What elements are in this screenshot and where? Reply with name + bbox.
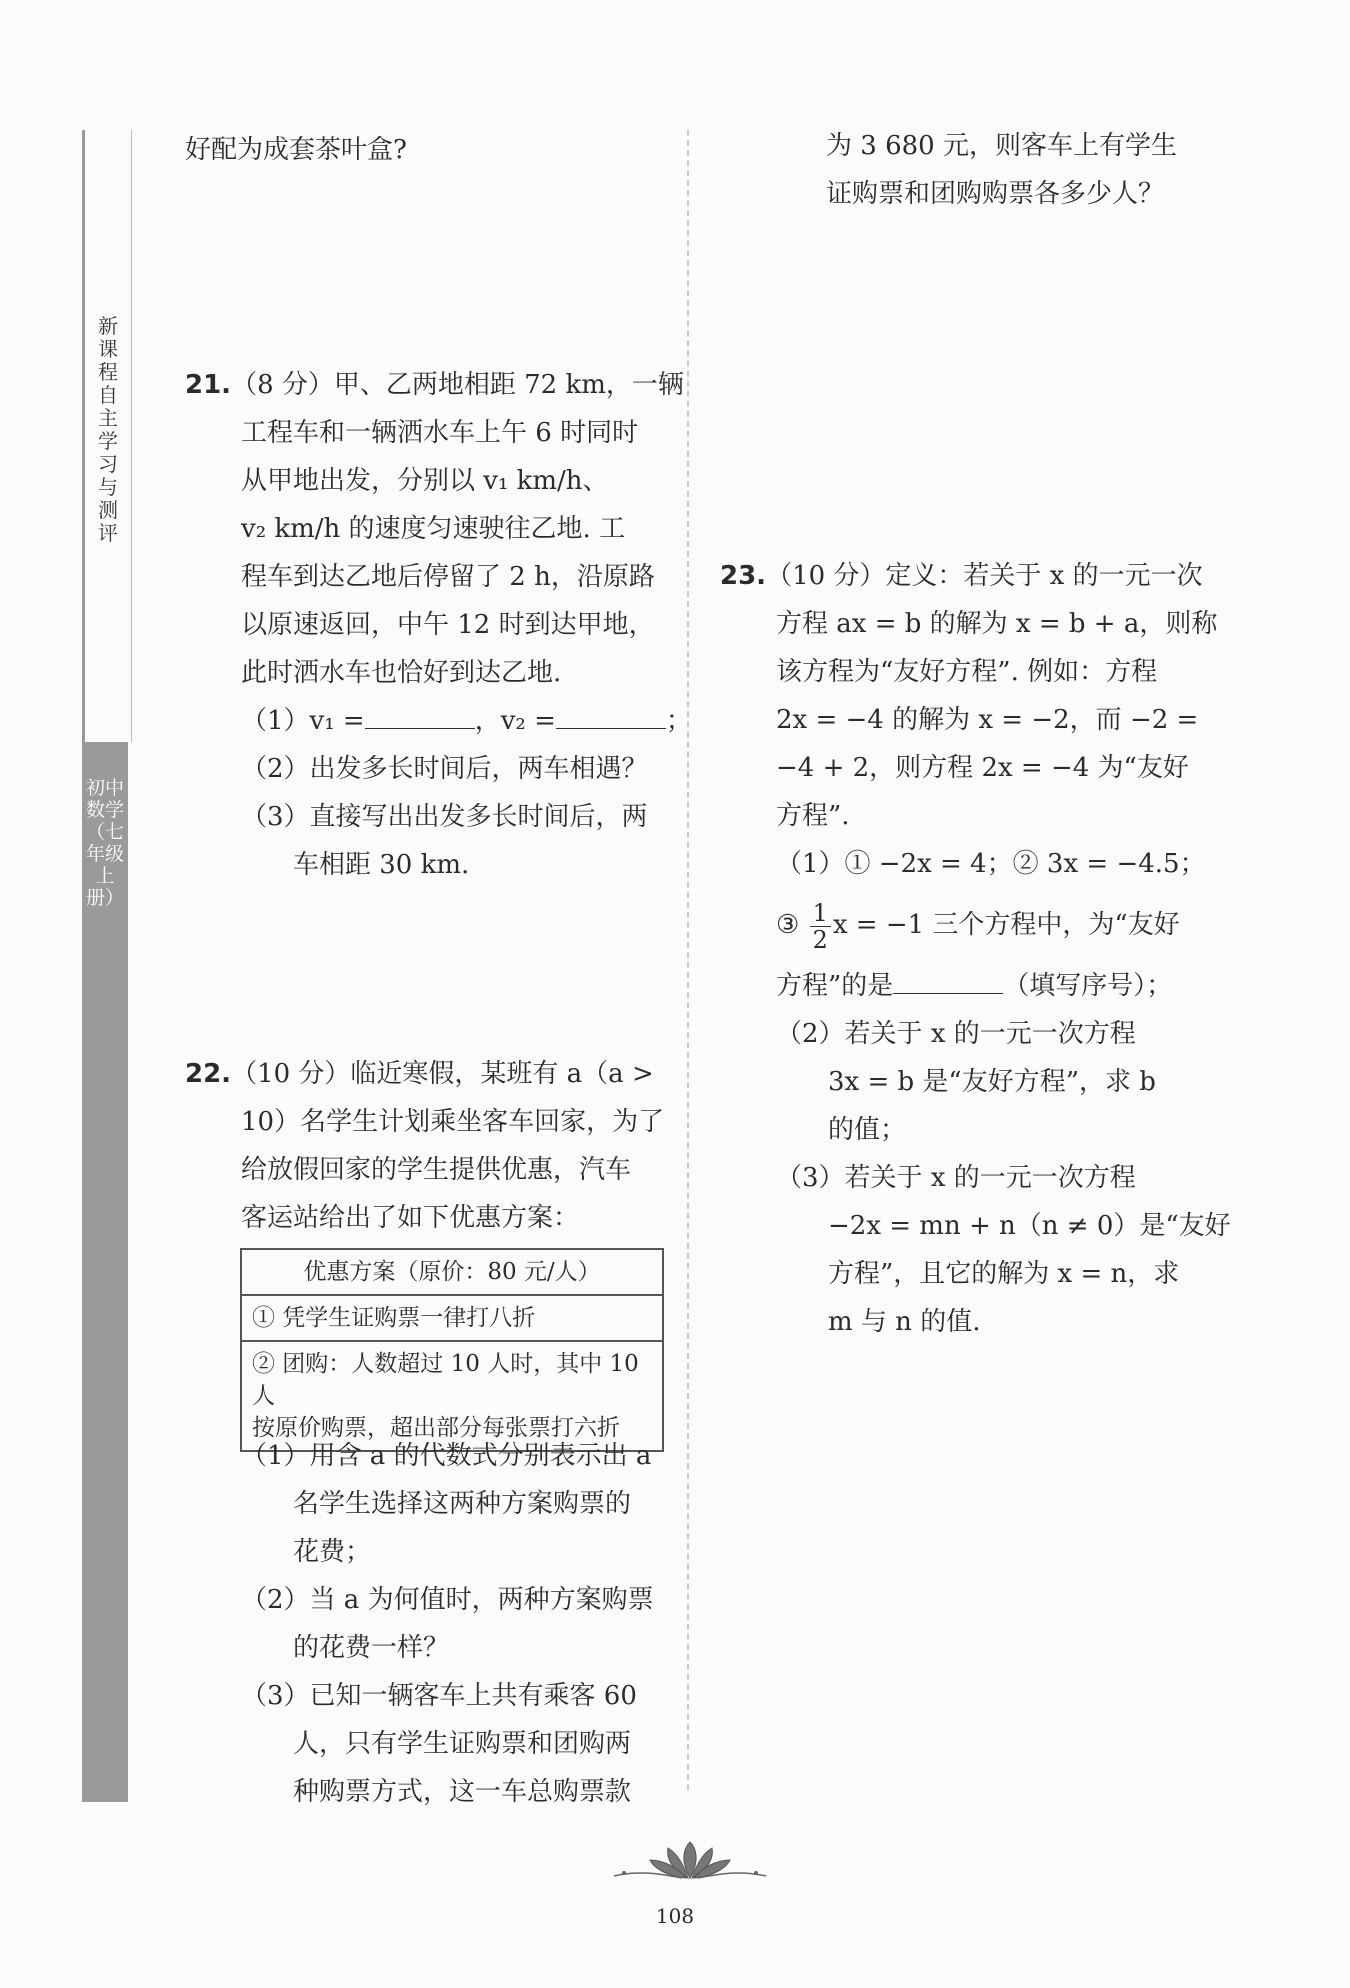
sub-question-3: （3）直接写出出发多长时间后，两	[241, 802, 648, 832]
question-text: 方程”.	[776, 801, 850, 831]
question-text: 方程 ax = b 的解为 x = b + a，则称	[776, 609, 1218, 639]
sub-question-2: （2）出发多长时间后，两车相遇？	[241, 754, 648, 784]
question-number: 22.	[185, 1059, 232, 1089]
question-number: 21.	[185, 370, 232, 400]
right-continuation	[826, 122, 1206, 218]
question-text: −4 + 2，则方程 2x = −4 为“友好	[776, 753, 1189, 783]
discount-table	[240, 1248, 664, 1452]
sub-question-2-cont: 3x = b 是“友好方程”，求 b	[828, 1067, 1156, 1097]
sub-question-3: （3）已知一辆客车上共有乘客 60	[241, 1681, 637, 1711]
answer-blank[interactable]	[893, 965, 1003, 994]
sub-question-2: （2）当 a 为何值时，两种方案购票	[241, 1585, 654, 1615]
question-22-subs	[185, 1432, 665, 1816]
sub-question-1: （1）v₁ = ，v₂ = ；	[185, 697, 665, 745]
question-text: （8 分）甲、乙两地相距 72 km，一辆	[231, 370, 684, 400]
question-text: （10 分）临近寒假，某班有 a（a >	[231, 1059, 654, 1089]
sub-question-3-cont: 车相距 30 km.	[293, 850, 470, 880]
question-text: v₂ km/h 的速度匀速驶往乙地. 工	[241, 514, 626, 544]
floral-ornament-icon	[610, 1840, 770, 1880]
sub-question-3-cont: 方程”，且它的解为 x = n，求	[828, 1259, 1180, 1289]
continued-text: 好配为成套茶叶盒?	[185, 135, 407, 165]
sub-question-1-cont: 名学生选择这两种方案购票的	[293, 1489, 632, 1519]
sub-question-1: （1）用含 a 的代数式分别表示出 a	[241, 1441, 652, 1471]
question-text: 该方程为“友好方程”. 例如：方程	[776, 657, 1158, 687]
series-title: 新课程自主学习与测评	[98, 314, 118, 545]
question-text: 客运站给出了如下优惠方案：	[241, 1203, 580, 1233]
question-22	[185, 1050, 665, 1242]
question-text: 以原速返回，中午 12 时到达甲地，	[241, 610, 655, 640]
sub-question-2-cont: 的花费一样？	[293, 1633, 450, 1663]
continued-text: 为 3 680 元，则客车上有学生	[826, 131, 1177, 161]
sub-question-2: （2）若关于 x 的一元一次方程	[776, 1019, 1136, 1049]
sub-question-3-cont: 种购票方式，这一车总购票款	[293, 1777, 632, 1807]
question-21	[185, 361, 692, 889]
page-number: 108	[655, 1904, 695, 1928]
sub-question-1-cont: 花费；	[293, 1537, 372, 1567]
table-row: ② 团购：人数超过 10 人时，其中 10 人 按原价购票，超出部分每张票打六折	[241, 1341, 663, 1451]
sub-question-2-cont: 的值；	[828, 1115, 907, 1145]
question-text: 程车到达乙地后停留了 2 h，沿原路	[241, 562, 655, 592]
sub-question-3-cont: 人，只有学生证购票和团购两	[293, 1729, 632, 1759]
left-continuation	[185, 126, 665, 174]
question-text: 此时洒水车也恰好到达乙地.	[241, 658, 562, 688]
question-text: （10 分）定义：若关于 x 的一元一次	[766, 561, 1203, 591]
question-number: 23.	[720, 561, 767, 591]
answer-blank[interactable]	[556, 700, 666, 729]
sub-question-3: （3）若关于 x 的一元一次方程	[776, 1163, 1136, 1193]
question-23	[720, 552, 1231, 1346]
question-text: 2x = −4 的解为 x = −2，而 −2 =	[776, 705, 1199, 735]
question-text: 10）名学生计划乘坐客车回家，为了	[241, 1107, 665, 1137]
fraction: $\frac{1}{2}$	[810, 900, 831, 953]
table-row: ① 凭学生证购票一律打八折	[241, 1295, 663, 1341]
sub-question-1-cont: ③ $\frac{1}{2}$ x = −1 三个方程中，为“友好	[776, 898, 1180, 954]
sidebar-series	[82, 130, 132, 742]
table-header: 优惠方案（原价：80 元/人）	[241, 1249, 663, 1295]
question-text: 工程车和一辆洒水车上午 6 时同时	[241, 418, 639, 448]
answer-blank[interactable]	[365, 700, 475, 729]
continued-text: 证购票和团购购票各多少人？	[826, 179, 1165, 209]
sub-question-1-cont: 方程”的是 （填写序号）；	[720, 962, 1200, 1010]
sub-question-1: （1）① −2x = 4；② 3x = −4.5；	[776, 849, 1206, 879]
question-text: 给放假回家的学生提供优惠，汽车	[241, 1155, 632, 1185]
sidebar-book	[82, 742, 128, 1802]
question-text: 从甲地出发，分别以 v₁ km/h、	[241, 466, 609, 496]
sub-question-3-cont: m 与 n 的值.	[828, 1307, 981, 1337]
book-title: 初中数学（七年级上册）	[86, 777, 125, 909]
sub-question-3-cont: −2x = mn + n（n ≠ 0）是“友好	[828, 1211, 1231, 1241]
column-divider	[687, 130, 689, 1790]
